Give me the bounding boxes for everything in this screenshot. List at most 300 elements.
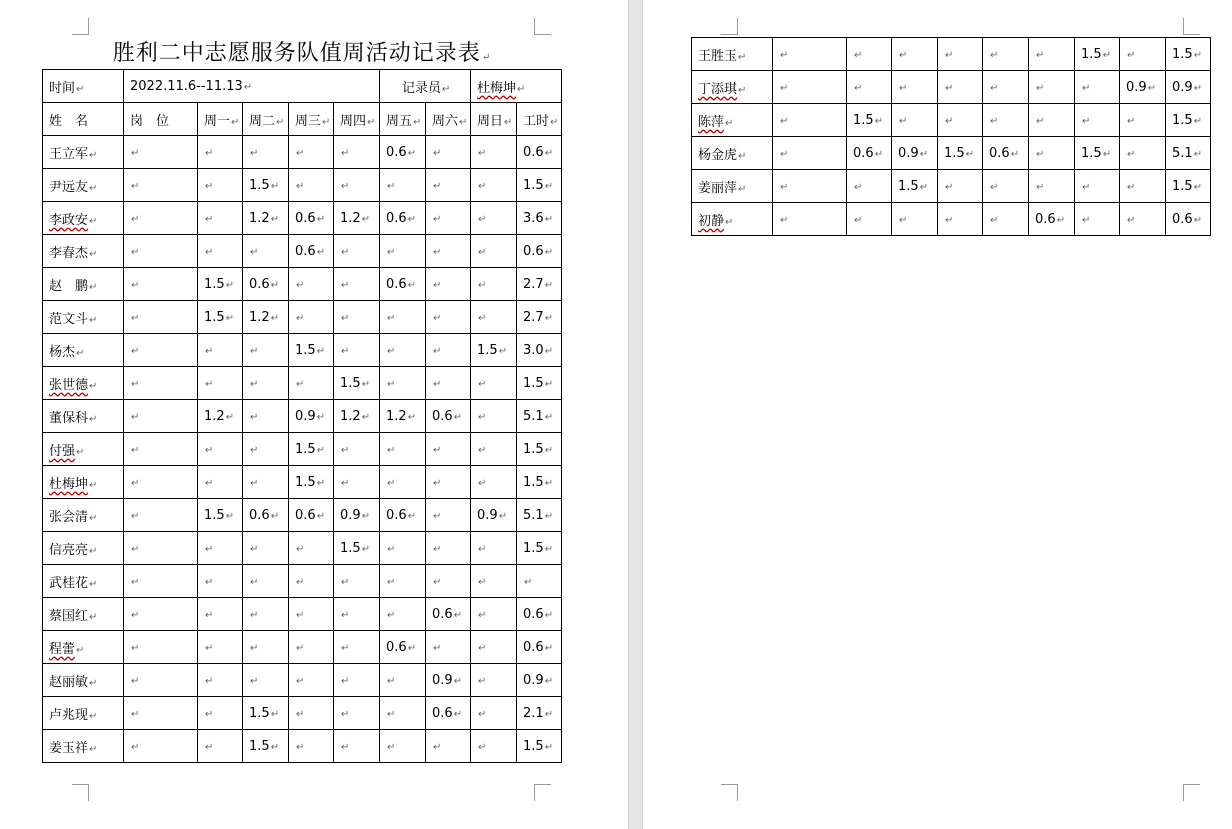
thu-cell[interactable] — [334, 400, 380, 433]
sat-cell[interactable] — [426, 532, 471, 565]
sun-cell[interactable] — [471, 169, 517, 202]
sat-cell[interactable] — [426, 202, 471, 235]
mon-cell[interactable] — [198, 334, 243, 367]
post-cell[interactable] — [773, 170, 847, 203]
hours-cell[interactable] — [517, 235, 562, 268]
paragraph-mark: ↵ — [341, 675, 350, 687]
sun-cell[interactable] — [471, 466, 517, 499]
thu-cell[interactable] — [983, 137, 1029, 170]
thu-cell[interactable] — [334, 565, 380, 598]
tue-cell[interactable] — [243, 433, 289, 466]
tue-cell[interactable] — [243, 169, 289, 202]
post-cell[interactable] — [124, 631, 198, 664]
paragraph-mark: ↵ — [1193, 82, 1203, 94]
name-cell[interactable] — [43, 367, 124, 400]
wed-cell[interactable] — [289, 730, 334, 763]
name-cell[interactable] — [692, 104, 773, 137]
fri-cell[interactable] — [380, 499, 426, 532]
hours-cell[interactable] — [517, 631, 562, 664]
mon-cell-text: 1.2 — [204, 408, 225, 424]
post-cell[interactable] — [124, 202, 198, 235]
sun-cell[interactable] — [471, 664, 517, 697]
post-cell[interactable] — [124, 268, 198, 301]
sun-cell[interactable] — [471, 367, 517, 400]
tue-cell[interactable] — [243, 697, 289, 730]
tue-cell-text: 0.6 — [249, 276, 270, 292]
sat-cell[interactable] — [426, 631, 471, 664]
mon-cell[interactable] — [198, 400, 243, 433]
tue-cell[interactable] — [243, 367, 289, 400]
header-mon[interactable] — [198, 103, 243, 136]
tue-cell[interactable] — [243, 136, 289, 169]
post-cell[interactable] — [124, 334, 198, 367]
header-sat[interactable] — [426, 103, 471, 136]
thu-cell[interactable] — [334, 301, 380, 334]
sat-cell[interactable] — [426, 730, 471, 763]
document-title[interactable] — [42, 36, 562, 67]
sun-cell[interactable] — [471, 202, 517, 235]
tue-cell[interactable] — [243, 598, 289, 631]
wed-cell[interactable] — [289, 367, 334, 400]
name-cell[interactable] — [692, 170, 773, 203]
fri-cell[interactable] — [380, 202, 426, 235]
post-cell[interactable] — [124, 730, 198, 763]
post-cell[interactable] — [124, 499, 198, 532]
tue-cell[interactable] — [892, 137, 938, 170]
header-tue[interactable] — [243, 103, 289, 136]
thu-cell[interactable] — [983, 170, 1029, 203]
fri-cell-text: 0.6 — [1035, 211, 1056, 227]
post-cell[interactable] — [124, 664, 198, 697]
sun-cell[interactable] — [471, 631, 517, 664]
fri-cell[interactable] — [1029, 38, 1075, 71]
header-thu[interactable] — [334, 103, 380, 136]
mon-cell[interactable] — [198, 169, 243, 202]
name-cell[interactable] — [43, 664, 124, 697]
sun-cell[interactable] — [471, 730, 517, 763]
header-wed[interactable] — [289, 103, 334, 136]
post-cell[interactable] — [124, 598, 198, 631]
tue-cell[interactable] — [243, 664, 289, 697]
sat-cell[interactable] — [426, 466, 471, 499]
recorder-label-cell[interactable] — [380, 70, 471, 103]
thu-cell[interactable] — [334, 730, 380, 763]
hours-cell[interactable] — [1166, 170, 1211, 203]
fri-cell[interactable] — [380, 334, 426, 367]
tue-cell[interactable] — [243, 730, 289, 763]
header-fri[interactable] — [380, 103, 426, 136]
paragraph-mark: ↵ — [1036, 49, 1045, 61]
sat-cell[interactable] — [426, 697, 471, 730]
fri-cell[interactable] — [380, 367, 426, 400]
tue-cell[interactable] — [243, 466, 289, 499]
fri-cell[interactable] — [380, 565, 426, 598]
thu-cell[interactable] — [334, 598, 380, 631]
fri-cell[interactable] — [1029, 170, 1075, 203]
paragraph-mark: ↵ — [367, 116, 376, 128]
thu-cell[interactable] — [334, 433, 380, 466]
tue-cell[interactable] — [892, 104, 938, 137]
tue-cell[interactable] — [243, 235, 289, 268]
hours-cell[interactable] — [517, 202, 562, 235]
post-cell[interactable] — [124, 466, 198, 499]
sun-cell[interactable] — [1120, 170, 1166, 203]
name-cell[interactable] — [43, 334, 124, 367]
hours-cell[interactable] — [1166, 38, 1211, 71]
post-cell[interactable] — [124, 400, 198, 433]
post-cell[interactable] — [773, 203, 847, 236]
sat-cell[interactable] — [1075, 104, 1120, 137]
paragraph-mark: ↵ — [341, 444, 350, 456]
thu-cell[interactable] — [334, 136, 380, 169]
post-cell[interactable] — [124, 367, 198, 400]
sat-cell[interactable] — [426, 301, 471, 334]
sun-cell[interactable] — [471, 400, 517, 433]
paragraph-mark: ↵ — [413, 116, 422, 128]
wed-cell[interactable] — [938, 71, 983, 104]
paragraph-mark: ↵ — [1193, 49, 1203, 61]
hours-cell[interactable] — [517, 334, 562, 367]
sat-cell[interactable] — [426, 169, 471, 202]
hours-cell[interactable] — [1166, 104, 1211, 137]
tue-cell[interactable] — [243, 532, 289, 565]
tue-cell[interactable] — [243, 565, 289, 598]
paragraph-mark: ↵ — [899, 82, 908, 94]
mon-cell[interactable] — [847, 170, 892, 203]
wed-cell[interactable] — [289, 697, 334, 730]
paragraph-mark: ↵ — [361, 543, 371, 555]
mon-cell[interactable] — [198, 268, 243, 301]
wed-cell[interactable] — [289, 334, 334, 367]
thu-cell[interactable] — [334, 499, 380, 532]
fri-cell[interactable] — [380, 235, 426, 268]
paragraph-mark: ↵ — [433, 477, 442, 489]
sun-cell[interactable] — [471, 235, 517, 268]
fri-cell[interactable] — [380, 169, 426, 202]
thu-cell[interactable] — [983, 38, 1029, 71]
tue-cell[interactable] — [892, 203, 938, 236]
fri-cell[interactable] — [380, 697, 426, 730]
hours-cell[interactable] — [517, 169, 562, 202]
table-row — [43, 499, 562, 532]
time-label-cell[interactable] — [43, 70, 124, 103]
hours-cell[interactable] — [517, 367, 562, 400]
name-cell[interactable] — [43, 730, 124, 763]
hours-cell[interactable] — [1166, 203, 1211, 236]
post-cell[interactable] — [124, 565, 198, 598]
wed-cell[interactable] — [938, 137, 983, 170]
mon-cell[interactable] — [198, 697, 243, 730]
paragraph-mark: ↵ — [89, 479, 98, 491]
post-cell[interactable] — [124, 532, 198, 565]
tue-cell[interactable] — [243, 631, 289, 664]
wed-cell[interactable] — [938, 38, 983, 71]
hours-cell[interactable] — [517, 301, 562, 334]
sat-cell[interactable] — [426, 664, 471, 697]
wed-cell[interactable] — [289, 631, 334, 664]
sat-cell[interactable] — [426, 235, 471, 268]
sun-cell[interactable] — [471, 499, 517, 532]
name-cell[interactable] — [43, 466, 124, 499]
header-post[interactable] — [124, 103, 198, 136]
wed-cell[interactable] — [289, 565, 334, 598]
thu-cell[interactable] — [983, 104, 1029, 137]
mon-cell[interactable] — [198, 664, 243, 697]
header-name[interactable] — [43, 103, 124, 136]
sun-cell[interactable] — [471, 532, 517, 565]
hours-cell[interactable] — [517, 730, 562, 763]
fri-cell[interactable] — [380, 400, 426, 433]
fri-cell[interactable] — [380, 532, 426, 565]
paragraph-mark: ↵ — [1056, 214, 1066, 226]
tue-cell[interactable] — [243, 400, 289, 433]
tue-cell[interactable] — [892, 170, 938, 203]
hours-cell[interactable] — [517, 532, 562, 565]
wed-cell[interactable] — [289, 466, 334, 499]
tue-cell[interactable] — [243, 301, 289, 334]
mon-cell[interactable] — [847, 71, 892, 104]
name-cell[interactable] — [692, 203, 773, 236]
hours-cell[interactable] — [517, 565, 562, 598]
mon-cell[interactable] — [198, 367, 243, 400]
sat-cell-text: 1.5 — [1081, 145, 1102, 161]
fri-cell[interactable] — [380, 730, 426, 763]
thu-cell[interactable] — [334, 367, 380, 400]
sat-cell[interactable] — [426, 400, 471, 433]
paragraph-mark: ↵ — [225, 312, 235, 324]
wed-cell[interactable] — [289, 301, 334, 334]
thu-cell[interactable] — [334, 235, 380, 268]
mon-cell[interactable] — [847, 203, 892, 236]
name-cell[interactable] — [43, 202, 124, 235]
thu-cell[interactable] — [334, 631, 380, 664]
mon-cell[interactable] — [198, 565, 243, 598]
sun-cell[interactable] — [471, 268, 517, 301]
fri-cell[interactable] — [1029, 203, 1075, 236]
table-row — [692, 104, 1211, 137]
name-cell[interactable] — [43, 631, 124, 664]
name-cell[interactable] — [43, 433, 124, 466]
name-cell[interactable] — [43, 598, 124, 631]
thu-cell[interactable] — [334, 334, 380, 367]
fri-cell[interactable] — [380, 301, 426, 334]
paragraph-mark: ↵ — [387, 312, 396, 324]
paragraph-mark: ↵ — [990, 49, 999, 61]
header-tue-text: 周二 — [249, 113, 276, 129]
fri-cell[interactable] — [380, 466, 426, 499]
post-cell[interactable] — [124, 169, 198, 202]
sun-cell[interactable] — [471, 697, 517, 730]
tue-cell[interactable] — [243, 334, 289, 367]
wed-cell[interactable] — [938, 170, 983, 203]
post-cell[interactable] — [124, 136, 198, 169]
mon-cell[interactable] — [198, 598, 243, 631]
fri-cell[interactable] — [380, 598, 426, 631]
wed-cell[interactable] — [289, 598, 334, 631]
thu-cell[interactable] — [334, 532, 380, 565]
wed-cell[interactable] — [289, 202, 334, 235]
sat-cell[interactable] — [426, 499, 471, 532]
name-cell[interactable] — [43, 532, 124, 565]
tue-cell[interactable] — [892, 71, 938, 104]
header-hours[interactable] — [517, 103, 562, 136]
hours-cell[interactable] — [517, 697, 562, 730]
sat-cell[interactable] — [426, 433, 471, 466]
post-cell[interactable] — [124, 301, 198, 334]
name-cell[interactable] — [692, 38, 773, 71]
sat-cell[interactable] — [426, 565, 471, 598]
sat-cell[interactable] — [426, 136, 471, 169]
thu-cell[interactable] — [983, 71, 1029, 104]
name-cell[interactable] — [43, 400, 124, 433]
paragraph-mark: ↵ — [205, 708, 214, 720]
sun-cell[interactable] — [1120, 104, 1166, 137]
wed-cell[interactable] — [938, 203, 983, 236]
wed-cell[interactable] — [289, 235, 334, 268]
post-cell[interactable] — [773, 104, 847, 137]
name-cell[interactable] — [43, 169, 124, 202]
wed-cell[interactable] — [289, 433, 334, 466]
fri-cell[interactable] — [380, 433, 426, 466]
sat-cell[interactable] — [1075, 203, 1120, 236]
paragraph-mark: ↵ — [341, 708, 350, 720]
mon-cell[interactable] — [847, 38, 892, 71]
sat-cell[interactable] — [1075, 38, 1120, 71]
mon-cell[interactable] — [198, 202, 243, 235]
hours-cell[interactable] — [517, 433, 562, 466]
sun-cell[interactable] — [471, 433, 517, 466]
paragraph-mark: ↵ — [544, 477, 554, 489]
name-cell[interactable] — [692, 71, 773, 104]
mon-cell[interactable] — [198, 301, 243, 334]
wed-cell[interactable] — [289, 499, 334, 532]
header-sun[interactable] — [471, 103, 517, 136]
thu-cell[interactable] — [334, 202, 380, 235]
mon-cell[interactable] — [198, 631, 243, 664]
name-cell[interactable] — [43, 697, 124, 730]
sun-cell[interactable] — [471, 598, 517, 631]
thu-cell[interactable] — [983, 203, 1029, 236]
name-cell[interactable] — [43, 235, 124, 268]
sat-cell[interactable] — [426, 268, 471, 301]
name-cell[interactable] — [43, 268, 124, 301]
paragraph-mark: ↵ — [478, 279, 487, 291]
hours-cell[interactable] — [517, 136, 562, 169]
paragraph-mark: ↵ — [498, 345, 508, 357]
name-cell[interactable] — [43, 565, 124, 598]
thu-cell[interactable] — [334, 169, 380, 202]
paragraph-mark: ↵ — [316, 444, 326, 456]
wed-cell[interactable] — [938, 104, 983, 137]
hours-cell[interactable] — [517, 664, 562, 697]
mon-cell[interactable] — [198, 466, 243, 499]
sun-cell[interactable] — [471, 334, 517, 367]
tue-cell[interactable] — [892, 38, 938, 71]
wed-cell[interactable] — [289, 532, 334, 565]
mon-cell[interactable] — [847, 104, 892, 137]
thu-cell[interactable] — [334, 697, 380, 730]
fri-cell[interactable] — [380, 268, 426, 301]
sat-cell[interactable] — [1075, 71, 1120, 104]
sat-cell[interactable] — [426, 334, 471, 367]
fri-cell[interactable] — [1029, 137, 1075, 170]
mon-cell[interactable] — [198, 730, 243, 763]
paragraph-mark: ↵ — [131, 708, 140, 720]
wed-cell[interactable] — [289, 169, 334, 202]
tue-cell[interactable] — [243, 268, 289, 301]
sun-cell[interactable] — [1120, 137, 1166, 170]
sat-cell[interactable] — [1075, 170, 1120, 203]
sat-cell[interactable] — [426, 598, 471, 631]
post-cell[interactable] — [773, 137, 847, 170]
sat-cell[interactable] — [426, 367, 471, 400]
name-cell[interactable] — [43, 301, 124, 334]
post-cell[interactable] — [124, 433, 198, 466]
hours-cell[interactable] — [517, 268, 562, 301]
paragraph-mark: ↵ — [341, 147, 350, 159]
mon-cell[interactable] — [198, 136, 243, 169]
thu-cell[interactable] — [334, 664, 380, 697]
thu-cell[interactable] — [334, 466, 380, 499]
paragraph-mark: ↵ — [250, 543, 259, 555]
fri-cell[interactable] — [1029, 104, 1075, 137]
sun-cell[interactable] — [471, 301, 517, 334]
recorder-value-cell[interactable] — [471, 70, 562, 103]
name-cell[interactable] — [692, 137, 773, 170]
mon-cell[interactable] — [198, 235, 243, 268]
sun-cell[interactable] — [1120, 38, 1166, 71]
sun-cell[interactable] — [1120, 71, 1166, 104]
hours-cell[interactable] — [1166, 71, 1211, 104]
mon-cell[interactable] — [198, 433, 243, 466]
sun-cell[interactable] — [471, 136, 517, 169]
tue-cell[interactable] — [243, 499, 289, 532]
hours-cell[interactable] — [517, 466, 562, 499]
name-cell[interactable] — [43, 499, 124, 532]
wed-cell[interactable] — [289, 664, 334, 697]
post-cell[interactable] — [773, 38, 847, 71]
wed-cell[interactable] — [289, 400, 334, 433]
hours-cell[interactable] — [517, 598, 562, 631]
document-title-text: 胜利二中志愿服务队值周活动记录表 — [112, 41, 481, 66]
sun-cell[interactable] — [471, 565, 517, 598]
time-value-cell[interactable] — [124, 70, 380, 103]
fri-cell[interactable] — [380, 136, 426, 169]
hours-cell[interactable] — [1166, 137, 1211, 170]
paragraph-mark: ↵ — [544, 543, 554, 555]
wed-cell[interactable] — [289, 136, 334, 169]
name-cell[interactable] — [43, 136, 124, 169]
paragraph-mark: ↵ — [131, 246, 140, 258]
hours-cell-text: 2.7 — [523, 309, 544, 325]
tue-cell[interactable] — [243, 202, 289, 235]
fri-cell[interactable] — [380, 664, 426, 697]
hours-cell[interactable] — [517, 499, 562, 532]
hours-cell[interactable] — [517, 400, 562, 433]
mon-cell[interactable] — [198, 532, 243, 565]
mon-cell[interactable] — [198, 499, 243, 532]
post-cell[interactable] — [773, 71, 847, 104]
fri-cell[interactable] — [380, 631, 426, 664]
post-cell[interactable] — [124, 235, 198, 268]
thu-cell[interactable] — [334, 268, 380, 301]
mon-cell[interactable] — [847, 137, 892, 170]
fri-cell[interactable] — [1029, 71, 1075, 104]
post-cell[interactable] — [124, 697, 198, 730]
wed-cell[interactable] — [289, 268, 334, 301]
sat-cell[interactable] — [1075, 137, 1120, 170]
sun-cell[interactable] — [1120, 203, 1166, 236]
